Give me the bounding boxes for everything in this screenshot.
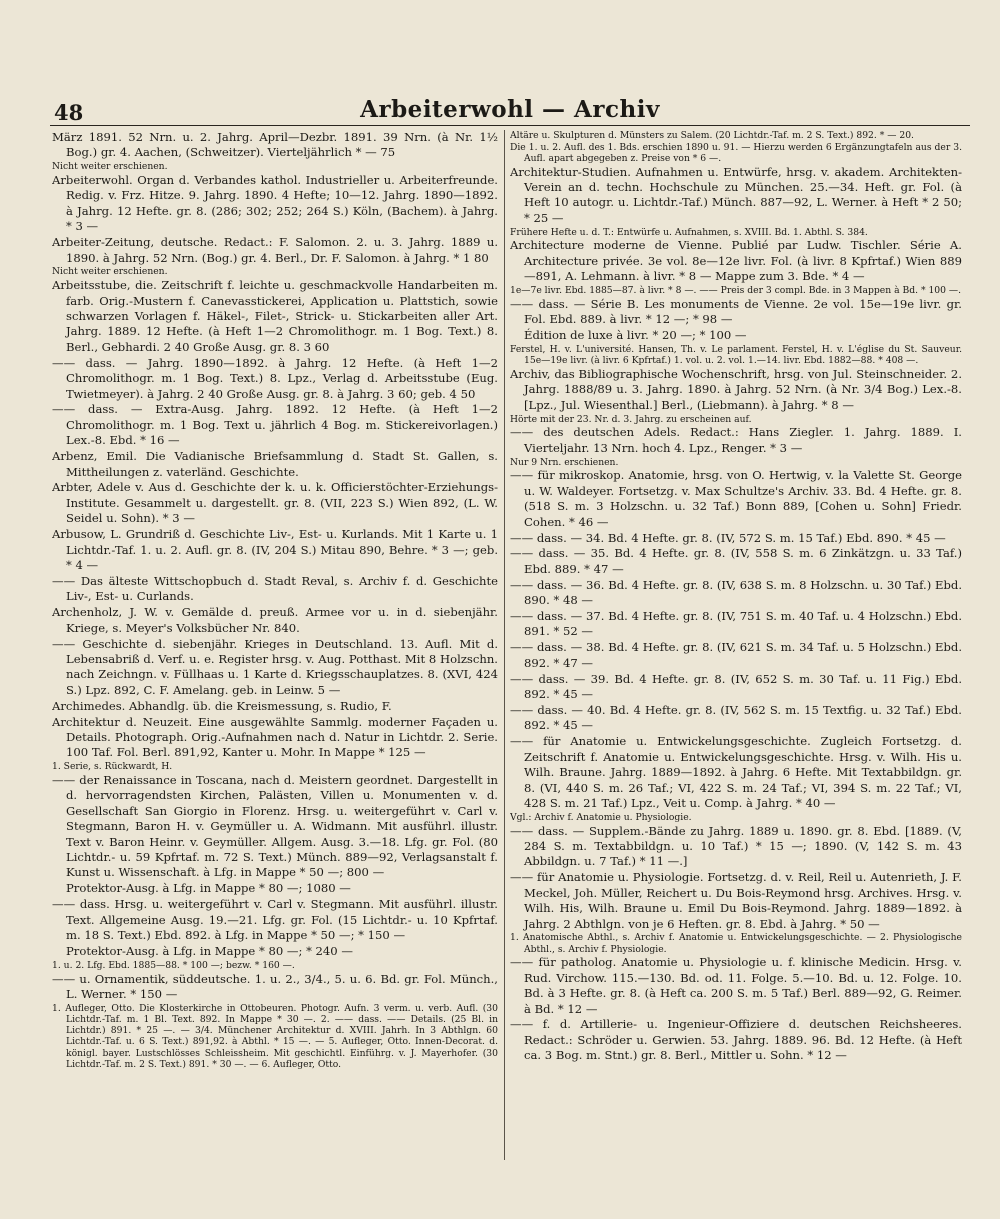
- bibliographic-entry: Archenholz, J. W. v. Gemälde d. preuß. Armee vor u. in d. siebenjähr. Kriege, s. Meyer's Volksbücher Nr. 840.: [52, 605, 498, 635]
- bibliographic-entry: Architektur d. Neuzeit. Eine ausgewählte Sammlg. moderner Façaden u. Details. Photograph. Orig.-Aufnahmen nach d. Natur in Lichtdr. 2. Serie. 100 Taf. Fol. Berl. 891,92, Kanter u. Mohr. In Mappe * 125 —: [52, 714, 498, 760]
- bibliographic-entry: —— dass. — Jahrg. 1890—1892. à Jahrg. 12 Hefte. (à Heft 1—2 Chromolithogr. m. 1 Bog. Text.) 8. Lpz., Verlag d. Arbeitsstube (Eug. Twietmeyer). à Jahrg. 2 40 Große Ausg. gr. 8. à Jahrg. 3 60; geb. 4 50: [52, 355, 498, 401]
- bibliographic-note: Nicht weiter erschienen.: [52, 161, 168, 173]
- bibliographic-entry: Arbenz, Emil. Die Vadianische Briefsammlung d. Stadt St. Gallen, s. Mittheilungen z. vaterländ. Geschichte.: [52, 449, 498, 479]
- bibliographic-note: Ferstel, H. v. L'université. Hansen, Th. v. Le parlament. Ferstel, H. v. L'église du St. Sauveur. 15e—19e livr. (à livr. 6 Kpfrtaf.) 1. vol. u. 2. vol. 1.—14. livr. Ebd. 1882—88. * 408 —.: [510, 344, 962, 367]
- bibliographic-entry: —— dass. — Supplem.-Bände zu Jahrg. 1889 u. 1890. gr. 8. Ebd. [1889. (V, 284 S. m. Textabbildgn. u. 10 Taf.) * 15 —; 1890. (V, 142 S. m. 43 Abbildgn. u. 7 Taf.) * 11 —.]: [510, 823, 962, 869]
- bibliographic-entry: —— dass. — 40. Bd. 4 Hefte. gr. 8. (IV, 562 S. m. 15 Textfig. u. 32 Taf.) Ebd. 892. * 45 —: [510, 703, 962, 733]
- bibliographic-note: Nur 9 Nrn. erschienen.: [510, 456, 619, 468]
- right-column: [510, 130, 962, 1175]
- bibliographic-note: Nicht weiter erschienen.: [52, 266, 168, 278]
- bibliographic-entry: Protektor-Ausg. à Lfg. in Mappe * 80 —; * 240 —: [66, 943, 353, 958]
- bibliographic-entry: —— dass. — 35. Bd. 4 Hefte. gr. 8. (IV, 558 S. m. 6 Zinkätzgn. u. 33 Taf.) Ebd. 889. * 47 —: [510, 546, 962, 576]
- bibliographic-entry: Arbusow, L. Grundriß d. Geschichte Liv-, Est- u. Kurlands. Mit 1 Karte u. 1 Lichtdr.-Taf. 1. u. 2. Aufl. gr. 8. (IV, 204 S.) Mitau 890, Behre. * 3 —; geb. * 4 —: [52, 527, 498, 572]
- bibliographic-entry: Architektur-Studien. Aufnahmen u. Entwürfe, hrsg. v. akadem. Architekten-Verein an d. techn. Hochschule zu München. 25.—34. Heft. gr. Fol. (à Heft 10 autogr. u. Lichtdr.-Taf.) Münch. 887—92, L. Werner. à Heft * 2 50; * 25 —: [510, 164, 962, 225]
- bibliographic-entry: —— u. Ornamentik, süddeutsche. 1. u. 2., 3/4., 5. u. 6. Bd. gr. Fol. Münch., L. Werner. * 150 —: [52, 971, 498, 1001]
- bibliographic-entry: —— des deutschen Adels. Redact.: Hans Ziegler. 1. Jahrg. 1889. I. Vierteljahr. 13 Nrn. hoch 4. Lpz., Renger. * 3 —: [510, 425, 962, 455]
- left-column: [52, 130, 498, 1175]
- bibliographic-entry: —— für Anatomie u. Entwickelungsgeschichte. Zugleich Fortsetzg. d. Zeitschrift f. Anatomie u. Entwickelungsgeschichte. Hrsg. v. Wilh. His u. Wilh. Braune. Jahrg. 1889—1892. à Jahrg. 6 Hefte. Mit Textabbildgn. gr. 8. (VI, 440 S. m. 26 Taf.; VI, 422 S. m. 24 Taf.; VI, 394 S. m. 22 Taf.; VI, 428 S. m. 21 Taf.) Lpz., Veit u. Comp. à Jahrg. * 40 —: [510, 734, 962, 810]
- bibliographic-entry: —— dass. — 37. Bd. 4 Hefte. gr. 8. (IV, 751 S. m. 40 Taf. u. 4 Holzschn.) Ebd. 891. * 52 —: [510, 609, 962, 639]
- bibliographic-entry: Protektor-Ausg. à Lfg. in Mappe * 80 —; 1080 —: [66, 881, 351, 896]
- bibliographic-note: Die 1. u. 2. Aufl. des 1. Bds. erschien 1890 u. 91. — Hierzu werden 6 Ergänzungtafeln aus der 3. Aufl. apart abgegeben z. Preise von * 6 —.: [510, 141, 962, 164]
- bibliographic-entry: Arbeiterwohl. Organ d. Verbandes kathol. Industrieller u. Arbeiterfreunde. Redig. v. Frz. Hitze. 9. Jahrg. 1890. 4 Hefte; 10—12. Jahrg. 1890—1892. à Jahrg. 12 Hefte. gr. 8. (286; 302; 252; 264 S.) Köln, (Bachem). à Jahrg. * 3 —: [52, 173, 498, 234]
- bibliographic-entry: Arbeitsstube, die. Zeitschrift f. leichte u. geschmackvolle Handarbeiten m. farb. Orig.-Mustern f. Canevasstickerei, Application u. Plattstich, sowie schwarzen Vorlagen f. Häkel-, Filet-, Strick- u. Stickarbeiten aller Art. Jahrg. 1889. 12 Hefte. (à Heft 1—2 Chromolithogr. m. 1 Bog. Text.) 8. Berl., Gebhardi. 2 40 Große Ausg. gr. 8. 3 60: [52, 278, 498, 354]
- bibliographic-entry: —— der Renaissance in Toscana, nach d. Meistern geordnet. Dargestellt in d. hervorragendsten Kirchen, Palästen, Villen u. Monumenten v. d. Gesellschaft San Giorgio in Florenz. Hrsg. u. weitergeführt v. Carl v. Stegmann, Baron H. v. Geymüller u. A. Widmann. Mit ausführl. illustr. Text v. Baron Heinr. v. Geymüller. Allgem. Ausg. 3.—18. Lfg. gr. Fol. (80 Lichtdr.- u. 59 Kpfrtaf. m. 72 S. Text.) Münch. 889—92, Verlagsanstalt f. Kunst u. Wissenschaft. à Lfg. in Mappe * 50 —; 800 —: [52, 772, 498, 880]
- bibliographic-entry: Édition de luxe à livr. * 20 —; * 100 —: [524, 328, 747, 343]
- bibliographic-entry: —— f. d. Artillerie- u. Ingenieur-Offiziere d. deutschen Reichsheeres. Redact.: Schröder u. Gerwien. 53. Jahrg. 1889. 96. Bd. 12 Hefte. (à Heft ca. 3 Bog. m. Stnt.) gr. 8. Berl., Mittler u. Sohn. * 12 —: [510, 1017, 962, 1063]
- column-divider: [504, 130, 505, 1160]
- bibliographic-entry: —— dass. — 34. Bd. 4 Hefte. gr. 8. (IV, 572 S. m. 15 Taf.) Ebd. 890. * 45 —: [510, 530, 946, 545]
- bibliographic-entry: —— dass. — Extra-Ausg. Jahrg. 1892. 12 Hefte. (à Heft 1—2 Chromolithogr. m. 1 Bog. Text u. jährlich 4 Bog. m. Stickereivorlagen.) Lex.-8. Ebd. * 16 —: [52, 402, 498, 448]
- bibliographic-note: 1. Anatomische Abthl., s. Archiv f. Anatomie u. Entwickelungsgeschichte. — 2. Physiologische Abthl., s. Archiv f. Physiologie.: [510, 932, 962, 955]
- page-number: 48: [54, 100, 84, 125]
- bibliographic-entry: —— Geschichte d. siebenjähr. Krieges in Deutschland. 13. Aufl. Mit d. Lebensabriß d. Verf. u. e. Register hrsg. v. Aug. Potthast. Mit 8 Holzschn. nach Zeichngn. v. Füllhaas u. 1 Karte d. Kriegsschauplatzes. 8. (XVI, 424 S.) Lpz. 892, C. F. Amelang. geb. in Leinw. 5 —: [52, 636, 498, 697]
- bibliographic-note: Vgl.: Archiv f. Anatomie u. Physiologie.: [510, 811, 692, 823]
- bibliographic-entry: —— für patholog. Anatomie u. Physiologie u. f. klinische Medicin. Hrsg. v. Rud. Virchow. 115.—130. Bd. od. 11. Folge. 5.—10. Bd. u. 12. Folge. 10. Bd. à 3 Hefte. gr. 8. (à Heft ca. 200 S. m. 5 Taf.) Berl. 889—92, G. Reimer. à Bd. * 12 —: [510, 955, 962, 1016]
- bibliographic-note: 1. Serie, s. Rückwardt, H.: [52, 761, 173, 773]
- bibliographic-entry: —— dass. Hrsg. u. weitergeführt v. Carl v. Stegmann. Mit ausführl. illustr. Text. Allgemeine Ausg. 19.—21. Lfg. gr. Fol. (15 Lichtdr.- u. 10 Kpfrtaf. m. 18 S. Text.) Ebd. 892. à Lfg. in Mappe * 50 —; * 150 —: [52, 897, 498, 943]
- bibliographic-entry: —— für mikroskop. Anatomie, hrsg. von O. Hertwig, v. la Valette St. George u. W. Waldeyer. Fortsetzg. v. Max Schultze's Archiv. 33. Bd. 4 Hefte. gr. 8. (518 S. m. 3 Holzschn. u. 32 Taf.) Bonn 889, [Cohen u. Sohn] Friedr. Cohen. * 46 —: [510, 468, 962, 529]
- bibliographic-entry: —— dass. — 36. Bd. 4 Hefte. gr. 8. (IV, 638 S. m. 8 Holzschn. u. 30 Taf.) Ebd. 890. * 48 —: [510, 577, 962, 608]
- bibliographic-entry: Archiv, das Bibliographische Wochenschrift, hrsg. von Jul. Steinschneider. 2. Jahrg. 1888/89 u. 3. Jahrg. 1890. à Jahrg. 52 Nrn. (à Nr. 3/4 Bog.) Lex.-8. [Lpz., Jul. Wiesenthal.] Berl., (Liebmann). à Jahrg. * 8 —: [510, 366, 962, 412]
- bibliographic-note: Frühere Hefte u. d. T.: Entwürfe u. Aufnahmen, s. XVIII. Bd. 1. Abthl. S. 384.: [510, 226, 868, 238]
- bibliographic-entry: Architecture moderne de Vienne. Publié par Ludw. Tischler. Série A. Architecture privée. 3e vol. 8e—12e livr. Fol. (à livr. 8 Kpfrtaf.) Wien 889—891, A. Lehmann. à livr. * 8 — Mappe zum 3. Bde. * 4 —: [510, 238, 962, 284]
- bibliographic-entry: —— Das älteste Wittschopbuch d. Stadt Reval, s. Archiv f. d. Geschichte Liv-, Est- u. Curlands.: [52, 573, 498, 604]
- bibliographic-note: Altäre u. Skulpturen d. Münsters zu Salem. (20 Lichtdr.-Taf. m. 2 S. Text.) 892. * — 20.: [510, 130, 914, 141]
- bibliographic-note: Hörte mit der 23. Nr. d. 3. Jahrg. zu erscheinen auf.: [510, 413, 752, 425]
- bibliographic-entry: —— für Anatomie u. Physiologie. Fortsetzg. d. v. Reil, Reil u. Autenrieth, J. F. Meckel, Joh. Müller, Reichert u. Du Bois-Reymond hrsg. Archives. Hrsg. v. Wilh. His, Wilh. Braune u. Emil Du Bois-Reymond. Jahrg. 1889—1892. à Jahrg. 2 Abthlgn. von je 6 Heften. gr. 8. Ebd. à Jahrg. * 50 —: [510, 870, 962, 931]
- bibliographic-note: 1. Aufleger, Otto. Die Klosterkirche in Ottobeuren. Photogr. Aufn. 3 verm. u. verb. Aufl. (30 Lichtdr.-Taf. m. 1 Bl. Text. 892. In Mappe * 30 —. 2. —— dass. —— Details. (25 Bl. in Lichtdr.) 891. * 25 —. — 3/4. Münchener Architektur d. XVIII. Jahrh. In 3 Abthlgn. 60 Lichtdr.-Taf. u. 6 S. Text.) 891,92. à Abthl. * 15 —. — 5. Aufleger, Otto. Innen-Decorat. d. königl. bayer. Lustschlösses Schleissheim. Mit geschichtl. Einführg. v. J. Mayerhofer. (30 Lichtdr.-Taf. m. 2 S. Text.) 891. * 30 —. — 6. Aufleger, Otto.: [52, 1002, 498, 1070]
- bibliographic-entry: —— dass. — Série B. Les monuments de Vienne. 2e vol. 15e—19e livr. gr. Fol. Ebd. 889. à livr. * 12 —; * 98 —: [510, 296, 962, 327]
- bibliographic-entry: März 1891. 52 Nrn. u. 2. Jahrg. April—Dezbr. 1891. 39 Nrn. (à Nr. 1½ Bog.) gr. 4. Aachen, (Schweitzer). Vierteljährlich * — 75: [52, 130, 498, 160]
- bibliographic-entry: —— dass. — 39. Bd. 4 Hefte. gr. 8. (IV, 652 S. m. 30 Taf. u. 11 Fig.) Ebd. 892. * 45 —: [510, 671, 962, 702]
- bibliographic-note: 1. u. 2. Lfg. Ebd. 1885—88. * 100 —; bezw. * 160 —.: [52, 959, 295, 971]
- header-rule: [50, 125, 970, 126]
- bibliographic-entry: Archimedes. Abhandlg. üb. die Kreismessung, s. Rudio, F.: [52, 698, 392, 713]
- running-title: Arbeiterwohl — Archiv: [360, 96, 660, 123]
- bibliographic-entry: Arbter, Adele v. Aus d. Geschichte der k. u. k. Officierstöchter-Erziehungs-Institute. Gesammelt u. dargestellt. gr. 8. (VII, 223 S.) Wien 892, (L. W. Seidel u. Sohn). * 3 —: [52, 480, 498, 526]
- bibliographic-entry: —— dass. — 38. Bd. 4 Hefte. gr. 8. (IV, 621 S. m. 34 Taf. u. 5 Holzschn.) Ebd. 892. * 47 —: [510, 640, 962, 670]
- bibliographic-entry: Arbeiter-Zeitung, deutsche. Redact.: F. Salomon. 2. u. 3. Jahrg. 1889 u. 1890. à Jahrg. 52 Nrn. (Bog.) gr. 4. Berl., Dr. F. Salomon. à Jahrg. * 1 80: [52, 235, 498, 265]
- bibliographic-note: 1e—7e livr. Ebd. 1885—87. à livr. * 8 —. —— Preis der 3 compl. Bde. in 3 Mappen à Bd. * 100 —.: [510, 285, 962, 297]
